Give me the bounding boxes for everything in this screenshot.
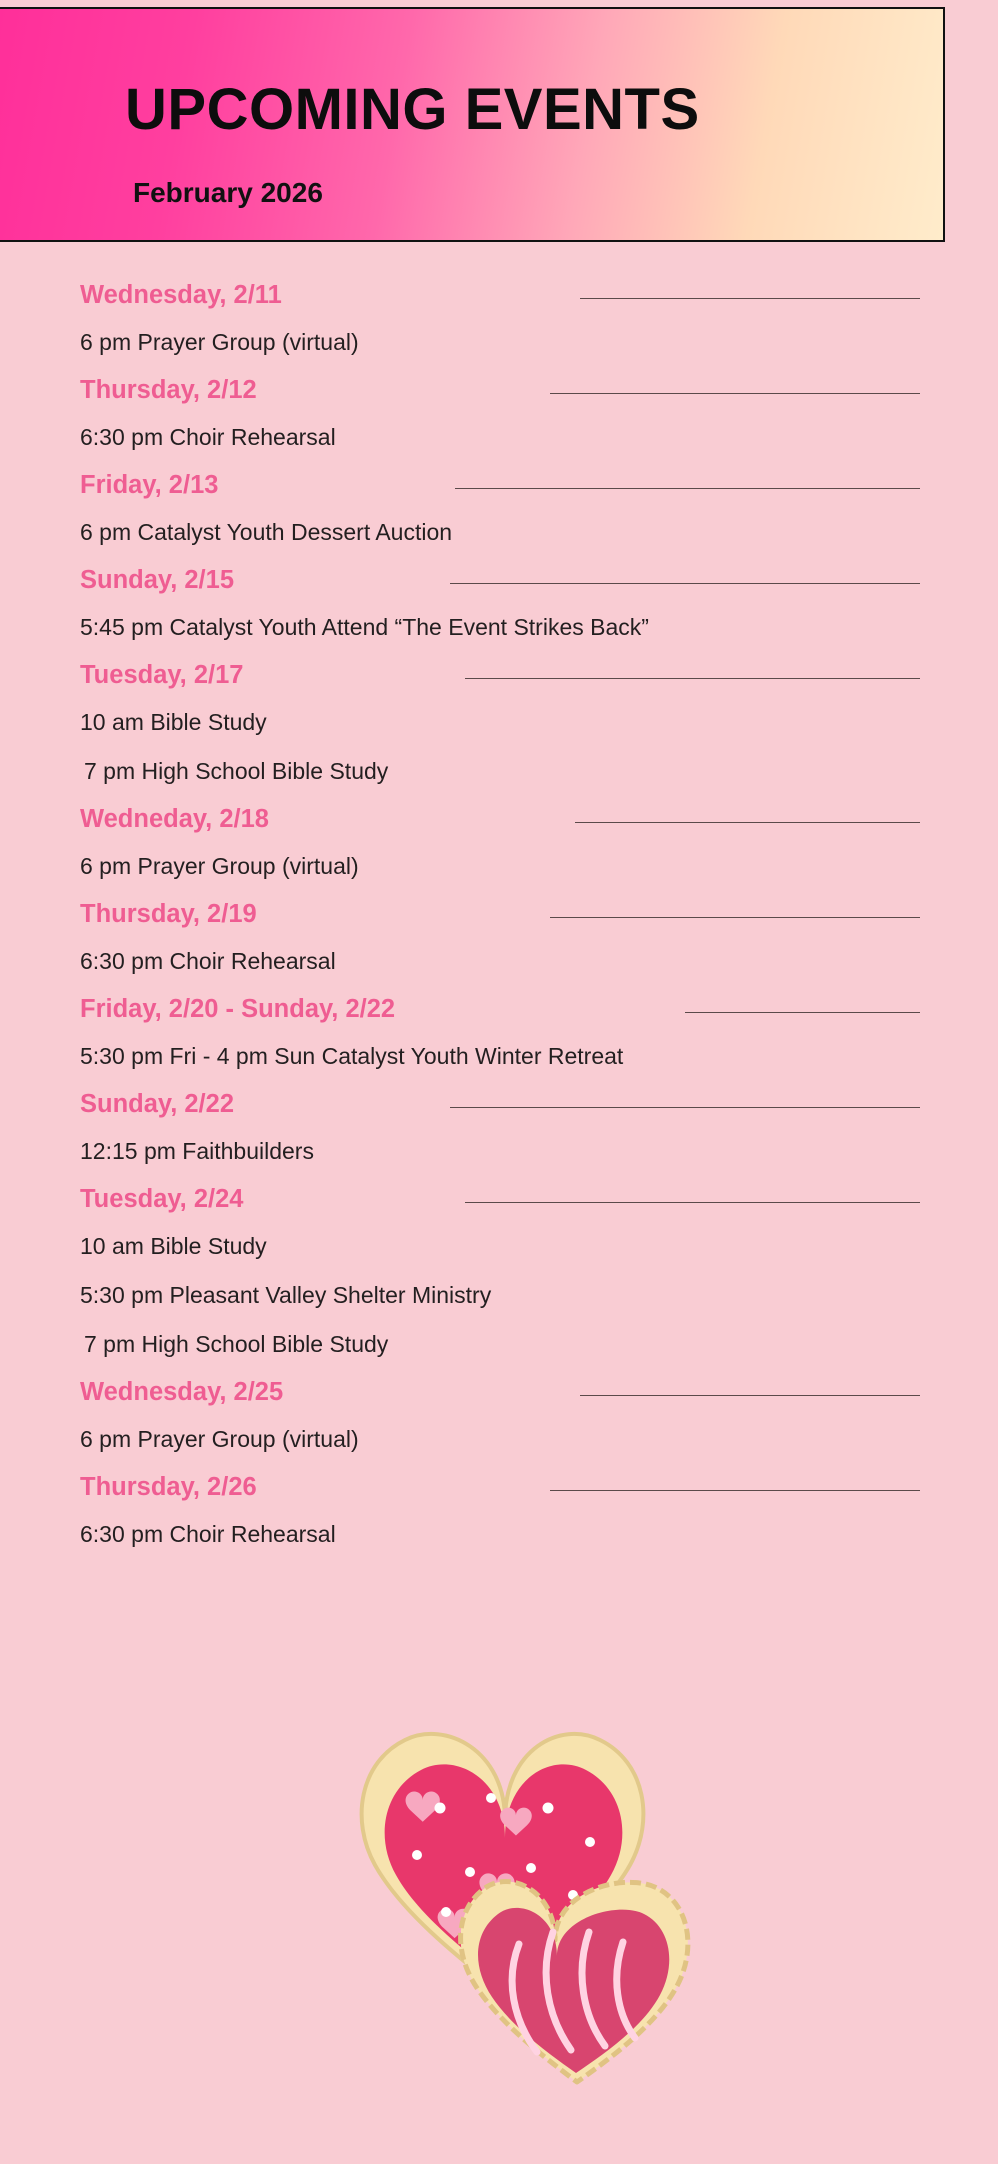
event-date: Friday, 2/20 - Sunday, 2/22 <box>80 995 396 1023</box>
event-date: Sunday, 2/15 <box>80 566 235 594</box>
event-date-row <box>80 557 998 603</box>
event-detail-line: 6 pm Prayer Group (virtual) <box>80 1426 359 1452</box>
event-date-row <box>80 986 998 1032</box>
event-date: Wednesday, 2/11 <box>80 281 282 309</box>
event-date: Thursday, 2/26 <box>80 1473 257 1501</box>
event-divider-rule <box>450 583 920 584</box>
event-divider-rule <box>465 678 920 679</box>
event-block <box>0 367 998 462</box>
event-date: Thursday, 2/12 <box>80 376 257 404</box>
event-detail-line: 6 pm Catalyst Youth Dessert Auction <box>80 519 453 545</box>
event-date-row <box>80 652 998 698</box>
event-divider-rule <box>550 393 920 394</box>
event-detail-line: 6:30 pm Choir Rehearsal <box>80 948 336 974</box>
event-date-row <box>80 367 998 413</box>
event-block <box>0 652 998 796</box>
event-block <box>0 986 998 1081</box>
event-block <box>0 462 998 557</box>
event-detail-line: 5:30 pm Pleasant Valley Shelter Ministry <box>80 1282 492 1308</box>
event-detail-line: 10 am Bible Study <box>80 709 267 735</box>
event-detail-line: 6 pm Prayer Group (virtual) <box>80 329 359 355</box>
event-block <box>0 796 998 891</box>
event-block <box>0 557 998 652</box>
event-date-row <box>80 1176 998 1222</box>
event-divider-rule <box>580 1395 920 1396</box>
page-subtitle: February 2026 <box>133 177 323 208</box>
event-date-row <box>80 1464 998 1510</box>
event-list <box>0 272 998 1559</box>
event-detail-line: 5:45 pm Catalyst Youth Attend “The Event Strikes Back” <box>80 614 649 640</box>
event-block <box>0 891 998 986</box>
event-block <box>0 1464 998 1559</box>
event-divider-rule <box>455 488 920 489</box>
event-block <box>0 1176 998 1369</box>
event-divider-rule <box>580 298 920 299</box>
event-divider-rule <box>550 917 920 918</box>
event-detail-line: 10 am Bible Study <box>80 1233 267 1259</box>
event-date: Tuesday, 2/17 <box>80 661 244 689</box>
event-detail-line: 7 pm High School Bible Study <box>84 1331 389 1357</box>
event-block <box>0 1369 998 1464</box>
page-title: UPCOMING EVENTS <box>125 77 700 142</box>
event-divider-rule <box>450 1107 920 1108</box>
event-block <box>0 272 998 367</box>
event-date: Wednesday, 2/25 <box>80 1378 284 1406</box>
event-detail-line: 12:15 pm Faithbuilders <box>80 1138 314 1164</box>
event-detail-line: 5:30 pm Fri - 4 pm Sun Catalyst Youth Winter Retreat <box>80 1043 624 1069</box>
event-date: Tuesday, 2/24 <box>80 1185 244 1213</box>
header-banner <box>0 7 945 242</box>
event-divider-rule <box>575 822 920 823</box>
event-detail-line: 6:30 pm Choir Rehearsal <box>80 1521 336 1547</box>
event-date: Friday, 2/13 <box>80 471 219 499</box>
event-date: Thursday, 2/19 <box>80 900 257 928</box>
event-divider-rule <box>685 1012 920 1013</box>
event-date-row <box>80 272 998 318</box>
event-date-row <box>80 796 998 842</box>
event-divider-rule <box>550 1490 920 1491</box>
event-detail-line: 6 pm Prayer Group (virtual) <box>80 853 359 879</box>
event-detail-line: 6:30 pm Choir Rehearsal <box>80 424 336 450</box>
event-block <box>0 1081 998 1176</box>
event-date-row <box>80 891 998 937</box>
valentine-heart-cookies-illustration <box>305 1690 705 2110</box>
event-date: Wedneday, 2/18 <box>80 805 269 833</box>
event-date: Sunday, 2/22 <box>80 1090 235 1118</box>
event-date-row <box>80 1081 998 1127</box>
event-divider-rule <box>465 1202 920 1203</box>
event-detail-line: 7 pm High School Bible Study <box>84 758 389 784</box>
event-date-row <box>80 462 998 508</box>
event-date-row <box>80 1369 998 1415</box>
